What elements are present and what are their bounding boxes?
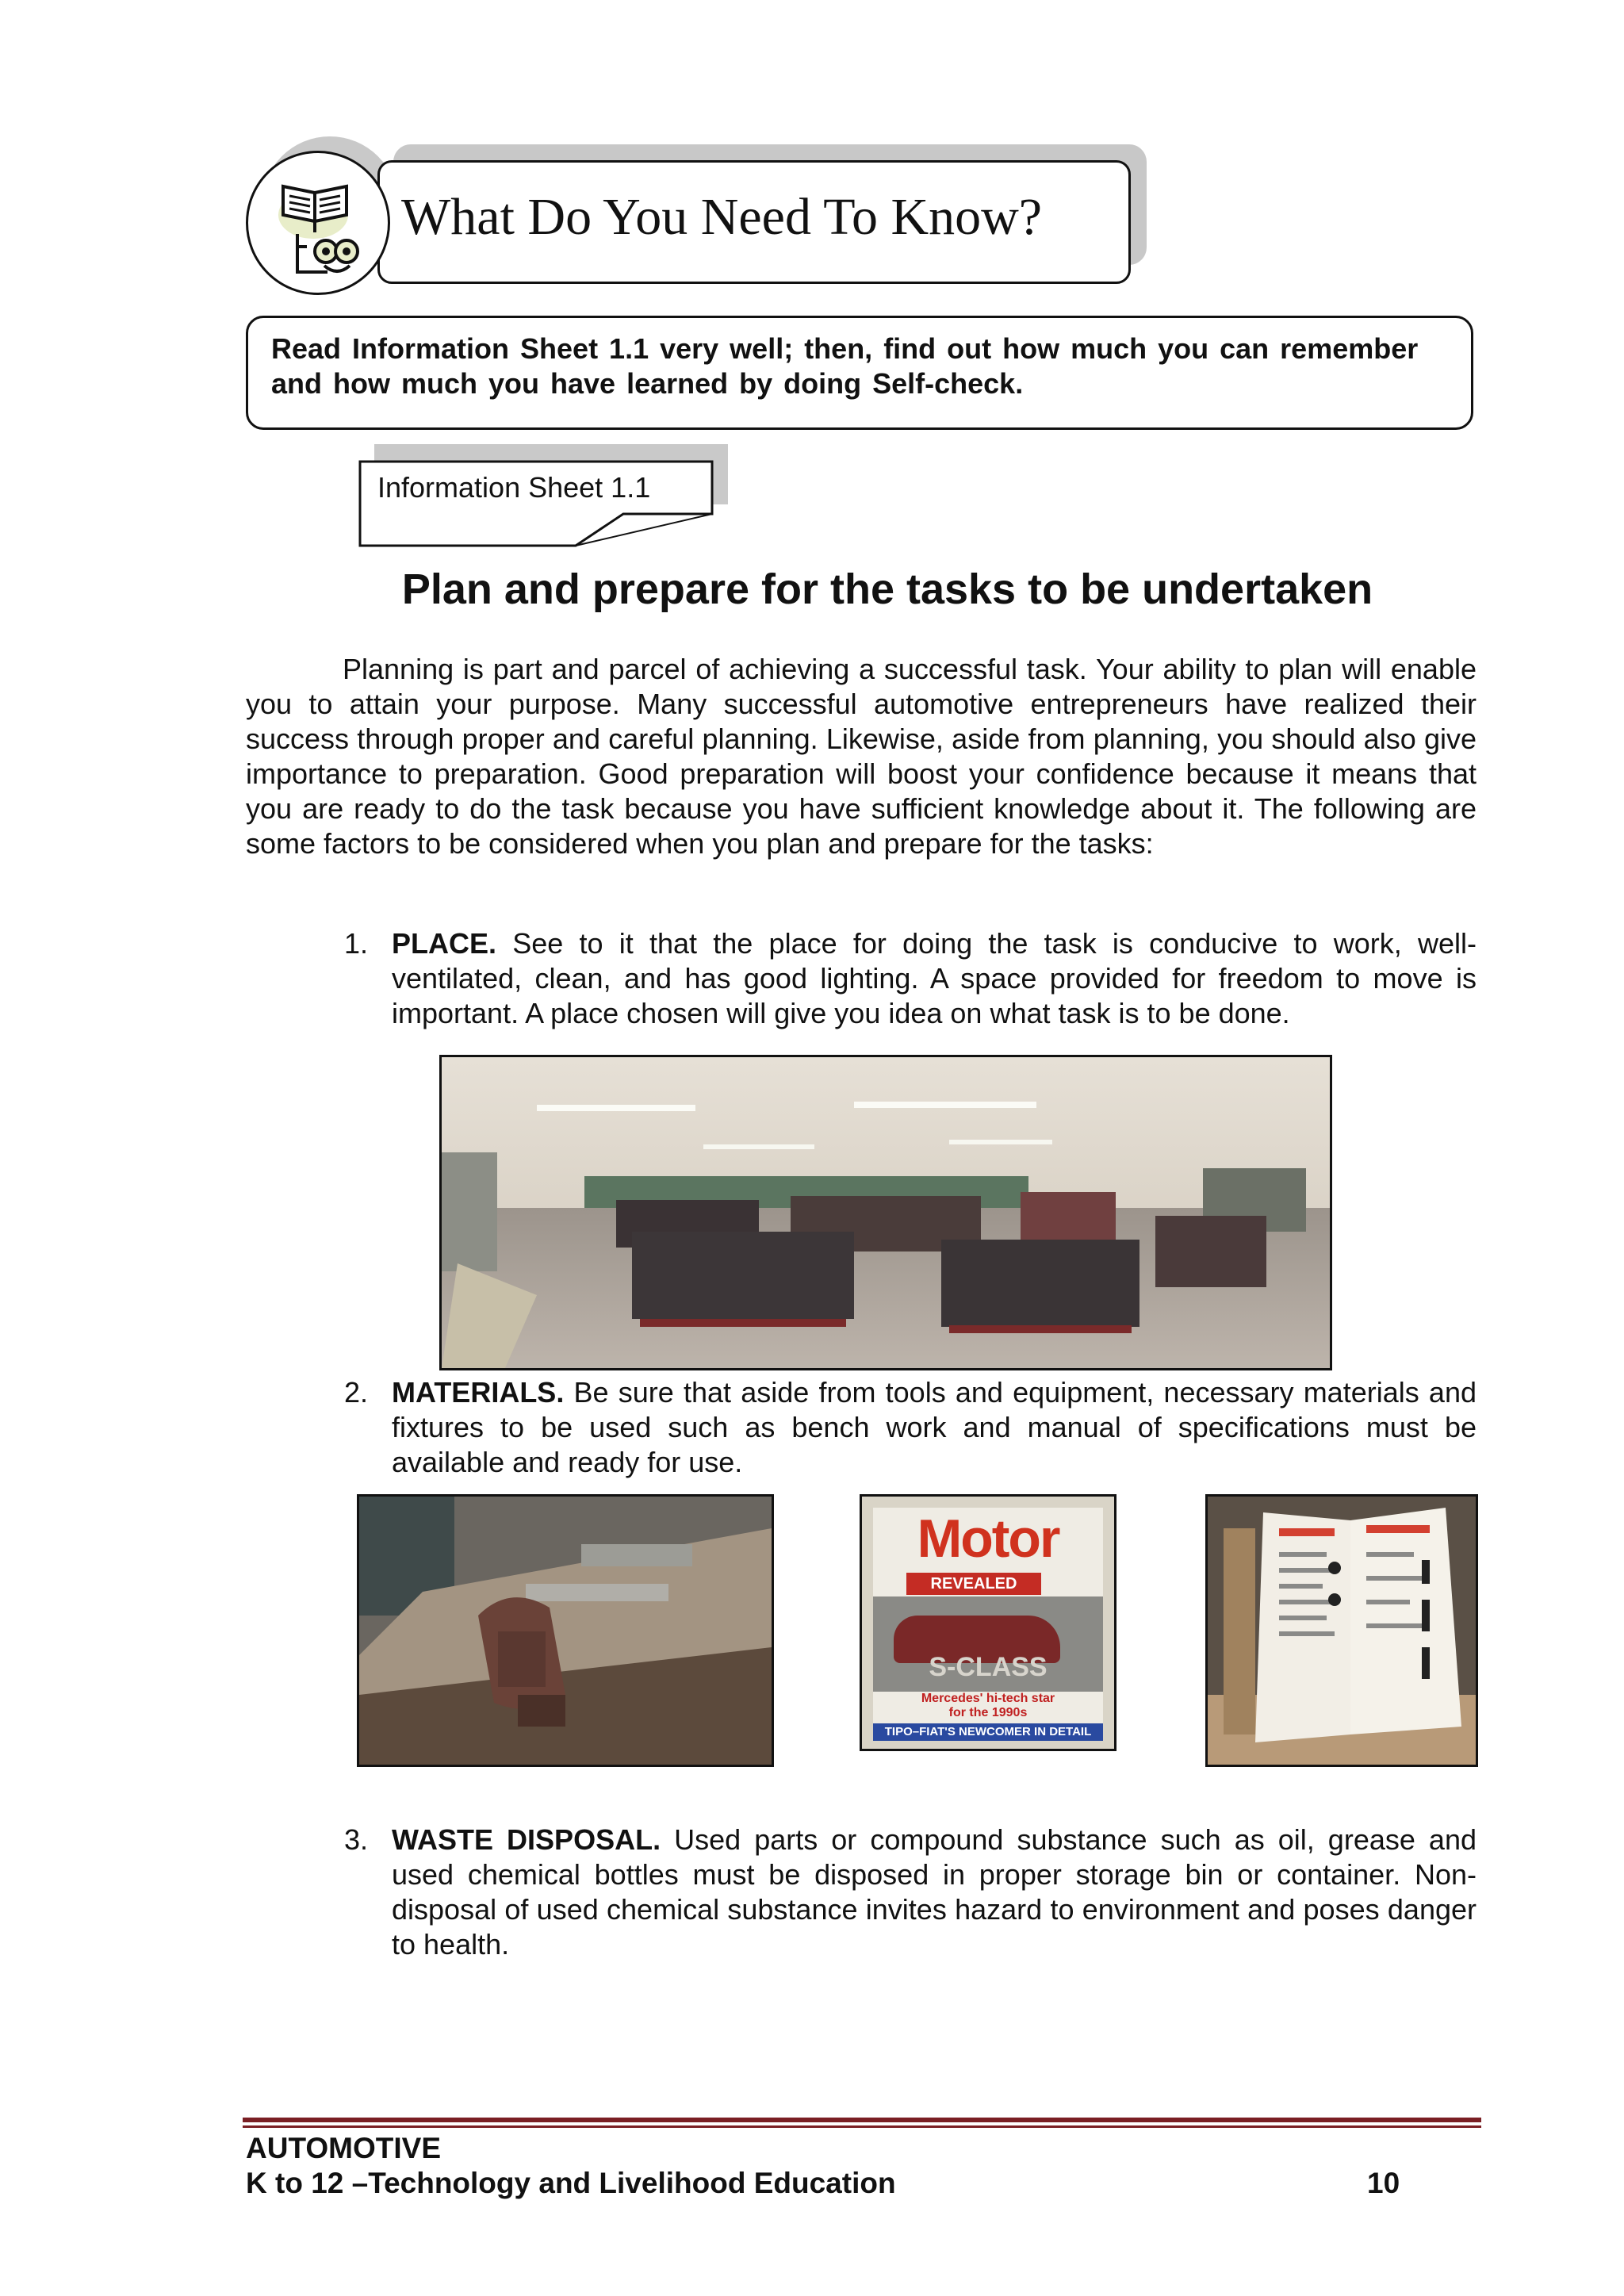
page-title-text: Plan and prepare for the tasks to be undertaken [401,565,1373,613]
instruction-text: Read Information Sheet 1.1 very well; then, find out how much you can remember and how much you have learned by doing Self-check. [271,332,1419,400]
sheet-tag-label: Information Sheet 1.1 [377,471,651,504]
magazine-caption-line2: for the 1990s [948,1706,1028,1719]
list-item-term: MATERIALS. [392,1376,565,1409]
intro-paragraph [246,652,1477,861]
list-number: 1. [344,927,369,960]
list-item-text: See to it that the place for doing the task is conducive to work, well-ventilated, clean, and has good lighting. A space provided for freedom to move is important. A place chosen will give you idea on what task is to be done. [392,927,1477,1029]
footer-rule [243,2118,1481,2122]
list-item-term: WASTE DISPOSAL. [392,1823,661,1856]
list-item-materials [392,1375,1477,1480]
footer-subject: AUTOMOTIVE [246,2132,441,2164]
list-item-text: Be sure that aside from tools and equipment, necessary materials and fixtures to be used such as bench work and manual of specifications must be available and ready for use. [392,1376,1477,1478]
list-number: 2. [344,1376,369,1409]
intro-text: Planning is part and parcel of achieving a successful task. Your ability to plan will enable you to attain your purpose. Many successful automotive entrepreneurs have realized their success through proper and careful planning. Likewise, aside from planning, you should also give importance to preparation. Good preparation will boost your confidence because it means that you are ready to do the task because you have sufficient knowledge about it. The following are some factors to be considered when you plan and prepare for the tasks: [246,653,1477,860]
workshop-photo [439,1055,1332,1370]
list-item-term: PLACE. [392,927,497,960]
list-item-text: Used parts or compound substance such as oil, grease and used chemical bottles must be disposed in proper storage bin or container. Non-disposal of used chemical substance invites hazard to environment and poses danger to health. [392,1823,1477,1961]
motor-magazine-photo [860,1494,1116,1751]
page-number: 10 [1367,2167,1400,2199]
magazine-masthead: Motor [917,1508,1059,1569]
page-title [0,565,1624,614]
magazine-caption [873,1692,1103,1720]
list-item-waste-disposal [392,1823,1477,1962]
magazine-caption-line1: Mercedes' hi-tech star [921,1692,1055,1705]
manual-photo [1205,1494,1478,1767]
section-title: What Do You Need To Know? [401,188,1043,246]
magazine-strip: TIPO–FIAT'S NEWCOMER IN DETAIL [873,1723,1103,1741]
bench-vise-photo [357,1494,774,1767]
list-item-place [392,926,1477,1031]
list-number: 3. [344,1823,369,1856]
magazine-banner: REVEALED [906,1573,1041,1595]
footer-rule-thin [243,2125,1481,2128]
footer-course: K to 12 –Technology and Livelihood Education [246,2167,896,2199]
magazine-model: S-CLASS [929,1652,1048,1682]
reading-person-icon [246,151,390,295]
